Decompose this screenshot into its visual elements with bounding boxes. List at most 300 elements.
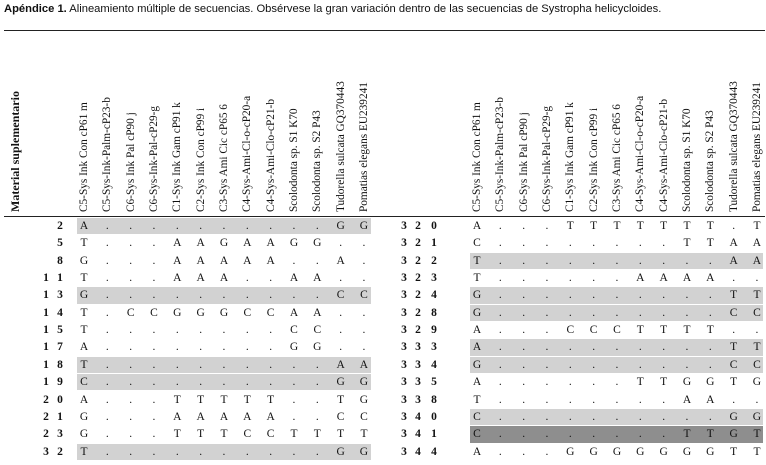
base-cell: .	[755, 393, 759, 406]
base-cell: .	[498, 376, 502, 389]
base-cell: A	[196, 237, 205, 250]
base-cell: .	[545, 376, 549, 389]
base-cell: G	[706, 376, 715, 389]
base-cell: .	[638, 428, 642, 441]
base-cell: G	[289, 237, 299, 250]
base-cell: A	[243, 254, 252, 267]
base-cell: .	[315, 376, 319, 389]
base-cell: .	[522, 254, 526, 267]
base-cell: T	[683, 237, 691, 250]
base-cell: G	[659, 445, 668, 458]
base-cell: .	[292, 393, 296, 406]
base-cell: .	[129, 393, 133, 406]
base-cell: .	[568, 254, 572, 267]
position-digit: 0	[431, 220, 437, 232]
column-header: Scolodonta sp. S2 P43	[704, 110, 717, 212]
column-header: Pomatias elegans EU239241	[357, 82, 370, 212]
base-cell: G	[359, 220, 369, 232]
base-cell: .	[245, 220, 249, 232]
base-cell: .	[522, 410, 526, 423]
column-header: C1-Sys Ink Gam cP91 k	[171, 102, 184, 212]
position-digit: 2	[415, 272, 421, 285]
base-cell: .	[522, 341, 526, 354]
base-cell: A	[79, 393, 89, 406]
base-cell: .	[615, 358, 619, 371]
base-cell: .	[545, 393, 549, 406]
base-cell: A	[636, 272, 645, 285]
base-cell: .	[592, 428, 596, 441]
base-cell: A	[752, 254, 762, 267]
base-cell: .	[498, 393, 502, 406]
base-cell: .	[129, 289, 133, 302]
base-cell: .	[105, 306, 109, 319]
base-cell: C	[336, 289, 345, 302]
base-cell: A	[219, 272, 229, 285]
position-digit: 0	[57, 393, 63, 406]
base-cell: .	[152, 272, 156, 285]
position-digit: 9	[57, 376, 63, 389]
base-cell: .	[498, 237, 502, 250]
base-cell: .	[315, 358, 319, 371]
base-cell: .	[498, 324, 502, 337]
base-cell: .	[522, 393, 526, 406]
base-cell: A	[472, 324, 482, 337]
base-cell: .	[152, 445, 156, 458]
base-cell: T	[220, 393, 228, 406]
base-cell: G	[729, 428, 738, 441]
base-cell: .	[498, 254, 502, 267]
base-cell: .	[522, 445, 526, 458]
base-cell: T	[683, 428, 691, 441]
position-digit: 3	[401, 393, 407, 406]
base-cell: C	[243, 428, 252, 441]
base-cell: G	[336, 445, 345, 458]
base-cell: .	[292, 376, 296, 389]
base-cell: .	[105, 376, 109, 389]
base-cell: G	[359, 445, 369, 458]
base-cell: T	[197, 393, 205, 406]
base-cell: .	[362, 254, 366, 267]
base-cell: .	[615, 376, 619, 389]
base-cell: .	[269, 445, 273, 458]
base-cell: A	[359, 358, 369, 371]
position-digit: 1	[43, 341, 49, 354]
column-header: Pomatias elegans EU239241	[750, 82, 763, 212]
position-digit: 9	[431, 324, 437, 337]
base-cell: A	[472, 341, 482, 354]
column-header: C4-Sys-Ami-Cl-o-cP20-a	[241, 95, 254, 212]
column-header: C5-Sys-Ink-Palm-cP23-b	[494, 97, 507, 212]
column-header: Tudorella sulcata GQ370443	[334, 81, 347, 212]
base-cell: .	[129, 428, 133, 441]
position-digit: 1	[43, 358, 49, 371]
base-cell: G	[682, 445, 692, 458]
position-digit: 2	[57, 445, 63, 458]
column-header: C6-Sys-Ink-Pal-cP29-g	[540, 105, 553, 212]
base-cell: T	[730, 341, 738, 354]
base-cell: .	[315, 289, 319, 302]
base-cell: G	[196, 306, 205, 319]
base-cell: .	[362, 272, 366, 285]
base-cell: .	[615, 393, 619, 406]
base-cell: C	[753, 306, 761, 319]
base-cell: T	[706, 220, 714, 232]
base-cell: A	[682, 393, 692, 406]
base-cell: T	[473, 254, 481, 267]
base-cell: T	[80, 358, 88, 371]
base-cell: .	[152, 220, 156, 232]
base-cell: .	[662, 289, 666, 302]
position-digit: 3	[431, 272, 437, 285]
base-cell: A	[729, 237, 738, 250]
base-cell: T	[706, 237, 714, 250]
base-cell: A	[729, 254, 738, 267]
base-cell: C	[243, 306, 252, 319]
base-cell: .	[292, 445, 296, 458]
base-cell: C	[313, 324, 322, 337]
position-digit: 3	[415, 393, 421, 406]
base-cell: T	[706, 428, 714, 441]
base-cell: A	[752, 237, 762, 250]
base-cell: T	[197, 428, 205, 441]
base-cell: .	[662, 306, 666, 319]
position-digit: 1	[57, 410, 63, 423]
base-cell: .	[545, 358, 549, 371]
base-cell: T	[753, 428, 761, 441]
base-cell: G	[289, 341, 299, 354]
base-cell: .	[175, 358, 179, 371]
column-header: C4-Sys-Ami-Clo-cP21-b	[264, 99, 277, 212]
base-cell: C	[473, 410, 481, 423]
base-cell: T	[660, 220, 668, 232]
base-cell: .	[685, 306, 689, 319]
base-cell: .	[568, 410, 572, 423]
column-header: C5-Sys Ink Con cP61 m	[471, 102, 483, 212]
base-cell: T	[730, 289, 738, 302]
base-cell: .	[152, 237, 156, 250]
base-cell: T	[243, 393, 251, 406]
base-cell: A	[472, 445, 482, 458]
column-header: C3-Sys Ami Cic cP65 6	[610, 104, 623, 212]
base-cell: G	[336, 376, 345, 389]
position-digit: 2	[415, 254, 421, 267]
position-digit: 1	[57, 272, 63, 285]
base-cell: .	[105, 428, 109, 441]
base-cell: A	[706, 393, 715, 406]
base-cell: .	[269, 376, 273, 389]
base-cell: .	[245, 358, 249, 371]
base-cell: C	[266, 428, 275, 441]
base-cell: .	[498, 358, 502, 371]
base-cell: .	[362, 237, 366, 250]
base-cell: .	[732, 393, 736, 406]
base-cell: .	[615, 428, 619, 441]
base-cell: C	[126, 306, 135, 319]
caption-label: Apéndice 1.	[4, 3, 67, 15]
base-cell: A	[219, 254, 229, 267]
base-cell: .	[105, 410, 109, 423]
base-cell: .	[152, 428, 156, 441]
base-cell: .	[199, 324, 203, 337]
position-digit: 3	[401, 289, 407, 302]
base-cell: .	[315, 220, 319, 232]
base-cell: .	[568, 393, 572, 406]
base-cell: A	[243, 410, 252, 423]
base-cell: .	[105, 237, 109, 250]
column-header: C2-Sys Ink Con cP99 i	[587, 107, 600, 212]
base-cell: .	[592, 306, 596, 319]
base-cell: .	[152, 358, 156, 371]
base-cell: .	[755, 324, 759, 337]
base-cell: .	[592, 289, 596, 302]
position-digit: 5	[431, 376, 437, 389]
position-digit: 4	[431, 358, 437, 371]
base-cell: .	[522, 428, 526, 441]
base-cell: .	[615, 272, 619, 285]
column-header: C4-Sys-Ami-Cl-o-cP20-a	[634, 95, 647, 212]
base-cell: T	[173, 428, 181, 441]
base-cell: .	[568, 237, 572, 250]
position-digit: 2	[415, 306, 421, 319]
base-cell: T	[473, 393, 481, 406]
base-cell: T	[337, 393, 345, 406]
base-cell: A	[289, 272, 299, 285]
position-digit: 3	[415, 358, 421, 371]
base-cell: .	[222, 289, 226, 302]
side-label: Material suplementario	[8, 91, 22, 212]
base-cell: G	[682, 376, 692, 389]
base-cell: .	[292, 410, 296, 423]
position-digit: 1	[43, 306, 49, 319]
base-cell: C	[613, 324, 621, 337]
base-cell: .	[545, 289, 549, 302]
column-header: C5-Sys-Ink-Palm-cP23-b	[101, 97, 114, 212]
base-cell: .	[592, 358, 596, 371]
base-cell: .	[522, 237, 526, 250]
base-cell: .	[269, 289, 273, 302]
position-digit: 3	[401, 237, 407, 250]
base-cell: T	[730, 376, 738, 389]
base-cell: T	[267, 393, 275, 406]
base-cell: A	[289, 306, 299, 319]
base-cell: .	[568, 428, 572, 441]
base-cell: .	[662, 393, 666, 406]
position-digit: 3	[415, 341, 421, 354]
base-cell: A	[173, 237, 182, 250]
base-cell: T	[636, 324, 644, 337]
base-cell: T	[636, 220, 644, 232]
base-cell: .	[545, 254, 549, 267]
column-header: C2-Sys Ink Con cP99 i	[194, 107, 207, 212]
base-cell: .	[199, 220, 203, 232]
base-cell: .	[685, 341, 689, 354]
base-cell: G	[359, 393, 369, 406]
base-cell: .	[568, 358, 572, 371]
base-cell: .	[199, 445, 203, 458]
base-cell: .	[339, 341, 343, 354]
base-cell: A	[196, 272, 205, 285]
base-cell: A	[682, 272, 692, 285]
base-cell: C	[290, 324, 298, 337]
base-cell: .	[638, 393, 642, 406]
base-cell: .	[199, 289, 203, 302]
base-cell: .	[545, 306, 549, 319]
column-header: Tudorella sulcata GQ370443	[727, 81, 740, 212]
base-cell: .	[568, 272, 572, 285]
base-cell: .	[732, 324, 736, 337]
base-cell: .	[315, 254, 319, 267]
position-digit: 1	[431, 237, 437, 250]
base-cell: .	[522, 306, 526, 319]
base-cell: .	[592, 237, 596, 250]
base-cell: .	[105, 289, 109, 302]
position-digit: 3	[401, 254, 407, 267]
base-cell: G	[313, 341, 322, 354]
base-cell: .	[129, 272, 133, 285]
base-cell: .	[592, 254, 596, 267]
base-cell: A	[79, 220, 89, 232]
base-cell: G	[612, 445, 622, 458]
base-cell: T	[80, 306, 88, 319]
base-cell: .	[105, 324, 109, 337]
base-cell: .	[245, 341, 249, 354]
base-cell: .	[245, 289, 249, 302]
column-header: Scolodonta sp. S2 P43	[311, 110, 324, 212]
base-cell: .	[362, 306, 366, 319]
base-cell: .	[522, 324, 526, 337]
base-cell: C	[729, 358, 738, 371]
base-cell: T	[753, 341, 761, 354]
base-cell: .	[592, 376, 596, 389]
base-cell: T	[590, 220, 598, 232]
base-cell: A	[659, 272, 668, 285]
base-cell: C	[266, 306, 275, 319]
base-cell: T	[706, 324, 714, 337]
base-cell: .	[615, 410, 619, 423]
position-digit: 2	[415, 324, 421, 337]
base-cell: .	[245, 445, 249, 458]
position-digit: 8	[57, 358, 63, 371]
figure-caption	[4, 3, 764, 15]
base-cell: .	[152, 289, 156, 302]
base-cell: T	[313, 428, 321, 441]
base-cell: .	[105, 445, 109, 458]
base-cell: .	[568, 376, 572, 389]
base-cell: C	[150, 306, 158, 319]
base-cell: .	[522, 220, 526, 232]
base-cell: .	[129, 324, 133, 337]
base-cell: .	[245, 324, 249, 337]
position-digit: 3	[401, 358, 407, 371]
base-cell: G	[566, 445, 575, 458]
column-header: C1-Sys Ink Gam cP91 k	[564, 102, 577, 212]
base-cell: .	[222, 341, 226, 354]
base-cell: .	[152, 376, 156, 389]
base-cell: A	[336, 254, 345, 267]
column-header: C6-Sys Ink Pal cP90 j	[124, 112, 137, 212]
base-cell: C	[753, 358, 761, 371]
base-cell: C	[729, 306, 738, 319]
column-header: Scolodonta sp. S1 K70	[680, 108, 693, 212]
position-digit: 3	[401, 220, 407, 232]
position-digit: 2	[431, 254, 437, 267]
position-digit: 2	[57, 220, 63, 232]
base-cell: .	[708, 358, 712, 371]
base-cell: .	[708, 306, 712, 319]
base-cell: T	[753, 220, 761, 232]
base-cell: A	[472, 376, 482, 389]
base-cell: .	[662, 410, 666, 423]
position-digit: 3	[401, 306, 407, 319]
position-digit: 4	[431, 445, 437, 458]
base-cell: .	[152, 410, 156, 423]
base-cell: .	[175, 220, 179, 232]
base-cell: .	[152, 254, 156, 267]
position-digit: 3	[57, 428, 63, 441]
base-cell: T	[753, 445, 761, 458]
base-cell: .	[638, 289, 642, 302]
base-cell: .	[592, 393, 596, 406]
position-digit: 8	[431, 393, 437, 406]
base-cell: .	[662, 428, 666, 441]
position-digit: 1	[43, 376, 49, 389]
base-cell: G	[219, 306, 229, 319]
base-cell: .	[339, 306, 343, 319]
base-cell: .	[615, 254, 619, 267]
base-cell: .	[638, 254, 642, 267]
base-cell: .	[199, 358, 203, 371]
base-cell: .	[292, 220, 296, 232]
base-cell: .	[362, 341, 366, 354]
position-digit: 2	[43, 393, 49, 406]
base-cell: A	[313, 272, 322, 285]
position-digit: 4	[415, 428, 421, 441]
column-header: C4-Sys-Ami-Clo-cP21-b	[657, 99, 670, 212]
base-cell: .	[638, 237, 642, 250]
base-cell: C	[566, 324, 575, 337]
base-cell: .	[545, 272, 549, 285]
position-digit: 3	[43, 445, 49, 458]
base-cell: .	[222, 445, 226, 458]
base-cell: .	[269, 358, 273, 371]
base-cell: .	[615, 237, 619, 250]
base-cell: T	[290, 428, 298, 441]
position-digit: 4	[415, 445, 421, 458]
base-cell: .	[129, 410, 133, 423]
base-cell: T	[683, 220, 691, 232]
column-header: C5-Sys Ink Con cP61 m	[78, 102, 90, 212]
base-cell: .	[498, 306, 502, 319]
base-cell: G	[313, 237, 322, 250]
base-cell: C	[473, 237, 481, 250]
base-cell: .	[638, 341, 642, 354]
base-cell: .	[339, 324, 343, 337]
base-cell: A	[472, 220, 482, 232]
base-cell: .	[175, 324, 179, 337]
base-cell: .	[129, 445, 133, 458]
base-cell: .	[175, 341, 179, 354]
base-cell: A	[196, 254, 205, 267]
base-cell: .	[568, 306, 572, 319]
base-cell: .	[105, 272, 109, 285]
base-cell: .	[522, 289, 526, 302]
base-cell: .	[129, 237, 133, 250]
base-cell: T	[80, 237, 88, 250]
position-digit: 2	[415, 289, 421, 302]
base-cell: T	[173, 393, 181, 406]
base-cell: A	[196, 410, 205, 423]
base-cell: .	[522, 272, 526, 285]
